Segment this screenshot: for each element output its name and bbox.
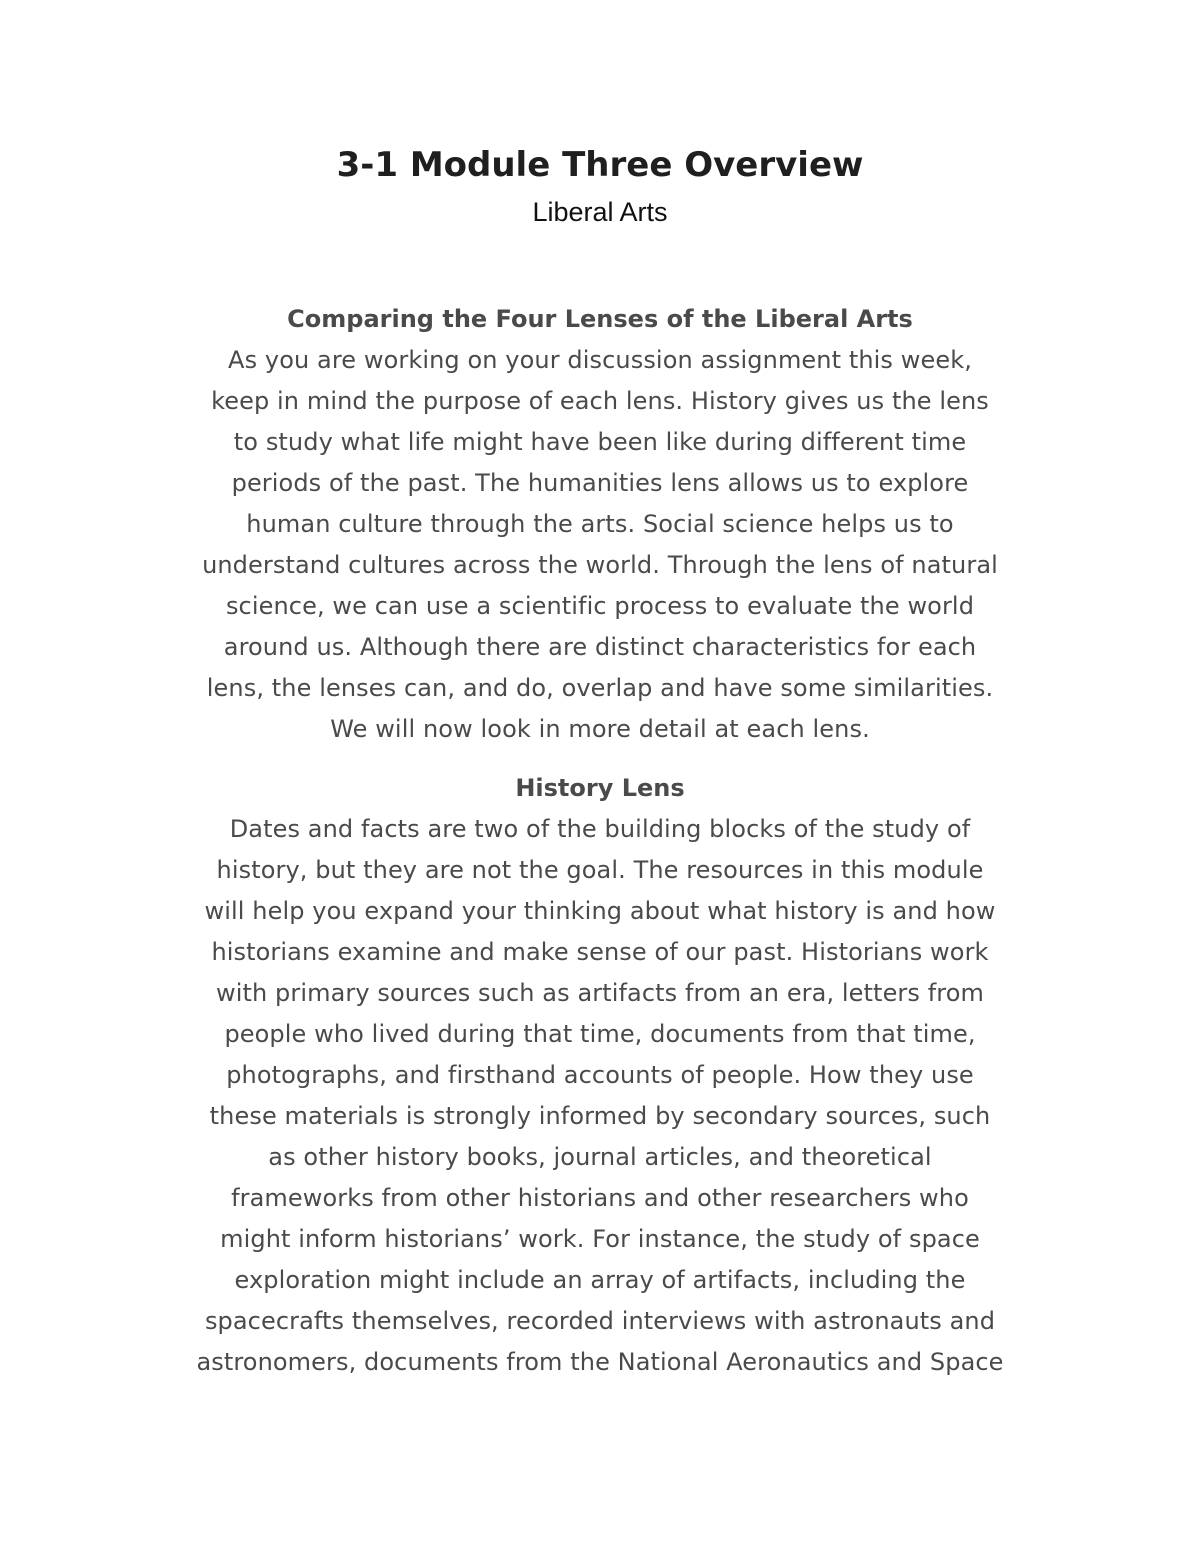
text-line: with primary sources such as artifacts from an era, letters from [216, 979, 984, 1007]
text-line: as other history books, journal articles, and theoretical [268, 1143, 932, 1171]
text-line: science, we can use a scientific process to evaluate the world [225, 592, 975, 620]
text-line: around us. Although there are distinct characteristics for each [223, 633, 977, 661]
text-line: astronomers, documents from the National Aeronautics and Space [196, 1348, 1004, 1376]
text-line: people who lived during that time, documents from that time, [224, 1020, 976, 1048]
document-subtitle: Liberal Arts [532, 197, 668, 227]
text-line: photographs, and firsthand accounts of people. How they use [226, 1061, 974, 1089]
text-line: human culture through the arts. Social science helps us to [246, 510, 954, 538]
section-body-history-lens [140, 809, 1060, 1383]
text-line: We will now look in more detail at each lens. [330, 715, 870, 743]
text-line: keep in mind the purpose of each lens. History gives us the lens [211, 387, 989, 415]
text-line: spacecrafts themselves, recorded interviews with astronauts and [204, 1307, 996, 1335]
text-line: these materials is strongly informed by secondary sources, such [209, 1102, 991, 1130]
section-heading-history-lens: History Lens [515, 774, 685, 802]
text-line: Dates and facts are two of the building blocks of the study of [229, 815, 971, 843]
text-line: understand cultures across the world. Through the lens of natural [202, 551, 998, 579]
document-title: 3-1 Module Three Overview [336, 145, 864, 185]
text-line: exploration might include an array of artifacts, including the [234, 1266, 966, 1294]
text-line: historians examine and make sense of our past. Historians work [211, 938, 989, 966]
text-line: periods of the past. The humanities lens allows us to explore [231, 469, 969, 497]
text-line: might inform historians’ work. For instance, the study of space [220, 1225, 980, 1253]
section-heading-comparing-lenses: Comparing the Four Lenses of the Liberal Arts [287, 305, 913, 333]
section-body-comparing-lenses [140, 340, 1060, 750]
text-line: As you are working on your discussion assignment this week, [228, 346, 972, 374]
text-line: frameworks from other historians and other researchers who [231, 1184, 969, 1212]
text-line: to study what life might have been like during different time [233, 428, 967, 456]
text-line: will help you expand your thinking about what history is and how [204, 897, 996, 925]
text-line: lens, the lenses can, and do, overlap and have some similarities. [206, 674, 994, 702]
text-line: history, but they are not the goal. The resources in this module [216, 856, 984, 884]
